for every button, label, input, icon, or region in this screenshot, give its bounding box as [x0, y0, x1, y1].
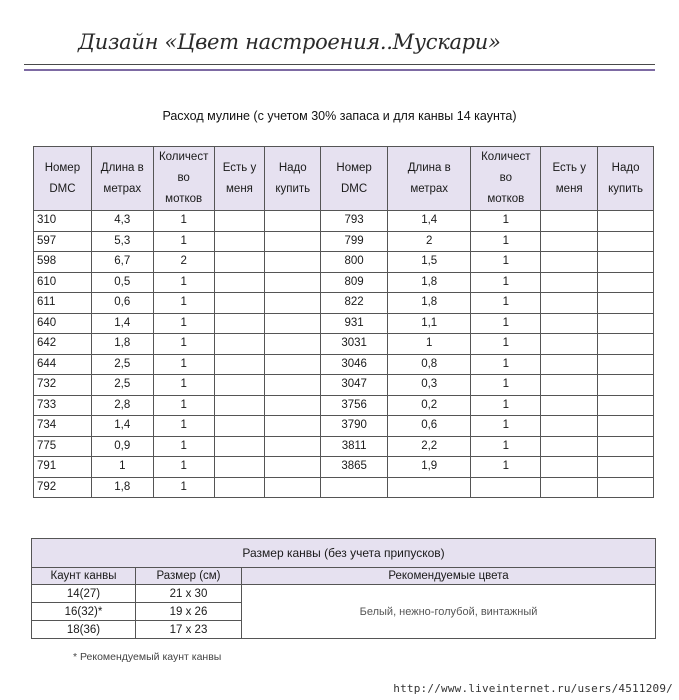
floss-cell — [541, 293, 598, 314]
floss-cell — [598, 395, 654, 416]
floss-cell: 3047 — [321, 375, 388, 396]
floss-row — [34, 231, 654, 252]
floss-cell — [598, 477, 654, 498]
floss-column-header-line: метрах — [103, 182, 142, 195]
floss-row — [34, 272, 654, 293]
floss-column-header-line: Номер — [44, 161, 81, 174]
floss-cell: 1,5 — [388, 252, 471, 273]
floss-cell — [541, 211, 598, 232]
floss-column-header-line: Длина в — [100, 161, 144, 174]
floss-cell: 1,8 — [388, 272, 471, 293]
floss-cell — [214, 231, 265, 252]
floss-cell — [598, 211, 654, 232]
floss-cell — [214, 334, 265, 355]
floss-cell: 3790 — [321, 416, 388, 437]
floss-cell: 775 — [34, 436, 92, 457]
floss-cell — [471, 477, 541, 498]
floss-cell — [541, 252, 598, 273]
floss-cell: 822 — [321, 293, 388, 314]
floss-cell — [265, 354, 321, 375]
source-url[interactable]: http://www.liveinternet.ru/users/4511209/ — [393, 682, 673, 695]
floss-column-header-line: купить — [608, 182, 643, 195]
floss-cell: 732 — [34, 375, 92, 396]
floss-cell: 0,2 — [388, 395, 471, 416]
floss-cell: 1 — [471, 231, 541, 252]
floss-column-header-line: Надо — [611, 161, 640, 174]
floss-column-header-line: DMC — [341, 182, 368, 195]
floss-cell — [265, 375, 321, 396]
floss-column-header — [265, 147, 321, 211]
floss-cell: 1 — [153, 272, 214, 293]
floss-cell: 0,5 — [91, 272, 153, 293]
floss-cell: 1,4 — [91, 313, 153, 334]
floss-cell: 1 — [153, 354, 214, 375]
canvas-count: 18(36) — [32, 621, 136, 639]
floss-column-header-line: Номер — [336, 161, 372, 174]
floss-cell — [214, 313, 265, 334]
floss-cell: 2,2 — [388, 436, 471, 457]
floss-cell: 2,5 — [91, 354, 153, 375]
floss-cell — [541, 457, 598, 478]
floss-column-header — [541, 147, 598, 211]
floss-cell: 734 — [34, 416, 92, 437]
floss-cell: 3031 — [321, 334, 388, 355]
floss-column-header-line: DMC — [49, 182, 76, 195]
floss-cell: 642 — [34, 334, 92, 355]
floss-cell — [214, 436, 265, 457]
floss-cell — [265, 293, 321, 314]
canvas-size-header: Размер (см) — [136, 568, 242, 585]
canvas-table-caption: Размер канвы (без учета припусков) — [32, 539, 656, 568]
floss-row — [34, 252, 654, 273]
floss-cell: 1 — [153, 436, 214, 457]
floss-row — [34, 436, 654, 457]
floss-cell: 1 — [91, 457, 153, 478]
table-title: Расход мулине (с учетом 30% запаса и для канвы 14 каунта) — [162, 109, 517, 123]
floss-column-header-line: меня — [555, 182, 583, 195]
floss-cell: 1,8 — [91, 334, 153, 355]
floss-cell — [598, 272, 654, 293]
header-accent-divider — [24, 69, 655, 71]
floss-column-header — [598, 147, 654, 211]
floss-cell: 1 — [471, 354, 541, 375]
floss-cell: 3865 — [321, 457, 388, 478]
floss-cell: 1 — [471, 436, 541, 457]
floss-row — [34, 375, 654, 396]
floss-table — [33, 146, 654, 498]
floss-row — [34, 211, 654, 232]
floss-cell — [598, 231, 654, 252]
floss-cell — [265, 313, 321, 334]
floss-cell: 3811 — [321, 436, 388, 457]
floss-column-header-line: Надо — [278, 161, 307, 174]
floss-cell: 1 — [471, 211, 541, 232]
floss-cell — [598, 375, 654, 396]
floss-cell: 1 — [471, 272, 541, 293]
floss-column-header — [214, 147, 265, 211]
floss-cell: 611 — [34, 293, 92, 314]
floss-column-header — [388, 147, 471, 211]
floss-cell — [598, 354, 654, 375]
floss-cell: 2,8 — [91, 395, 153, 416]
footnote: * Рекомендуемый каунт канвы — [73, 651, 222, 663]
floss-cell: 0,9 — [91, 436, 153, 457]
floss-table-header — [34, 147, 654, 211]
floss-cell — [598, 313, 654, 334]
floss-cell — [598, 334, 654, 355]
floss-column-header — [153, 147, 214, 211]
floss-cell: 6,7 — [91, 252, 153, 273]
floss-column-header — [471, 147, 541, 211]
floss-cell — [541, 334, 598, 355]
floss-cell: 1 — [471, 313, 541, 334]
canvas-count: 14(27) — [32, 585, 136, 603]
floss-cell — [214, 293, 265, 314]
floss-column-header-line: Длина в — [407, 161, 451, 174]
floss-row — [34, 293, 654, 314]
floss-cell — [541, 272, 598, 293]
floss-cell: 792 — [34, 477, 92, 498]
floss-row — [34, 334, 654, 355]
floss-cell — [214, 477, 265, 498]
floss-cell: 1,4 — [388, 211, 471, 232]
floss-row — [34, 457, 654, 478]
floss-cell — [265, 272, 321, 293]
floss-cell: 809 — [321, 272, 388, 293]
floss-cell: 1 — [471, 375, 541, 396]
canvas-size: 21 х 30 — [136, 585, 242, 603]
floss-cell — [598, 457, 654, 478]
canvas-size: 19 х 26 — [136, 603, 242, 621]
floss-cell: 1 — [471, 293, 541, 314]
floss-cell: 1,1 — [388, 313, 471, 334]
floss-cell — [265, 477, 321, 498]
floss-cell: 3046 — [321, 354, 388, 375]
floss-cell: 4,3 — [91, 211, 153, 232]
header-divider — [24, 64, 655, 65]
floss-cell — [541, 313, 598, 334]
floss-cell — [265, 231, 321, 252]
floss-cell — [541, 477, 598, 498]
floss-column-header-line: меня — [226, 182, 253, 195]
floss-cell — [214, 457, 265, 478]
floss-cell — [265, 416, 321, 437]
floss-cell: 931 — [321, 313, 388, 334]
floss-cell: 1,8 — [91, 477, 153, 498]
floss-cell: 0,6 — [91, 293, 153, 314]
canvas-row — [32, 585, 656, 603]
floss-cell — [265, 211, 321, 232]
floss-cell: 1,4 — [91, 416, 153, 437]
floss-cell — [388, 477, 471, 498]
floss-column-header-line: Количест — [158, 151, 209, 163]
floss-cell: 1 — [153, 375, 214, 396]
floss-cell: 793 — [321, 211, 388, 232]
floss-cell: 3756 — [321, 395, 388, 416]
floss-column-header-line: купить — [275, 182, 311, 195]
floss-cell: 1,9 — [388, 457, 471, 478]
floss-cell — [214, 416, 265, 437]
canvas-size-section — [31, 538, 655, 639]
floss-cell — [541, 416, 598, 437]
floss-column-header-line: во — [499, 172, 512, 184]
floss-cell: 1 — [153, 416, 214, 437]
floss-cell: 1 — [471, 252, 541, 273]
floss-cell: 1 — [471, 416, 541, 437]
floss-cell — [598, 436, 654, 457]
floss-cell: 1 — [153, 313, 214, 334]
floss-cell: 1 — [153, 334, 214, 355]
floss-cell — [214, 211, 265, 232]
floss-cell — [265, 334, 321, 355]
floss-cell — [265, 252, 321, 273]
floss-cell: 1,8 — [388, 293, 471, 314]
floss-cell: 0,6 — [388, 416, 471, 437]
floss-cell: 310 — [34, 211, 92, 232]
canvas-colors-header: Рекомендуемые цвета — [242, 568, 656, 585]
floss-cell: 1 — [471, 334, 541, 355]
floss-column-header-line: во — [177, 172, 190, 184]
floss-cell: 610 — [34, 272, 92, 293]
floss-cell — [214, 375, 265, 396]
floss-cell: 0,8 — [388, 354, 471, 375]
canvas-count-header: Каунт канвы — [32, 568, 136, 585]
floss-cell: 1 — [471, 395, 541, 416]
floss-cell: 1 — [153, 395, 214, 416]
floss-row — [34, 354, 654, 375]
floss-cell: 733 — [34, 395, 92, 416]
floss-cell: 644 — [34, 354, 92, 375]
floss-cell: 1 — [153, 477, 214, 498]
canvas-count: 16(32)* — [32, 603, 136, 621]
floss-cell: 0,3 — [388, 375, 471, 396]
floss-cell: 1 — [388, 334, 471, 355]
floss-cell — [265, 457, 321, 478]
floss-column-header-line: мотков — [165, 193, 203, 205]
floss-cell: 597 — [34, 231, 92, 252]
design-title: Дизайн «Цвет настроения..Мускари» — [78, 30, 501, 54]
floss-cell: 799 — [321, 231, 388, 252]
recommended-colors: Белый, нежно-голубой, винтажный — [242, 585, 656, 639]
floss-cell: 2 — [388, 231, 471, 252]
floss-cell — [541, 375, 598, 396]
floss-cell: 791 — [34, 457, 92, 478]
floss-cell: 1 — [153, 457, 214, 478]
floss-cell: 640 — [34, 313, 92, 334]
floss-row — [34, 477, 654, 498]
floss-row — [34, 416, 654, 437]
floss-cell: 1 — [153, 231, 214, 252]
floss-column-header — [91, 147, 153, 211]
floss-cell — [214, 354, 265, 375]
floss-cell — [214, 395, 265, 416]
floss-cell — [541, 395, 598, 416]
floss-column-header — [34, 147, 92, 211]
floss-cell: 2 — [153, 252, 214, 273]
floss-cell — [265, 436, 321, 457]
floss-cell — [598, 416, 654, 437]
floss-cell: 1 — [153, 211, 214, 232]
floss-cell: 1 — [153, 293, 214, 314]
canvas-size: 17 х 23 — [136, 621, 242, 639]
floss-cell: 1 — [471, 457, 541, 478]
floss-cell — [265, 395, 321, 416]
floss-cell: 800 — [321, 252, 388, 273]
floss-cell — [598, 293, 654, 314]
floss-column-header-line: мотков — [487, 193, 525, 205]
floss-cell — [541, 436, 598, 457]
floss-row — [34, 395, 654, 416]
floss-cell: 2,5 — [91, 375, 153, 396]
floss-column-header-line: Количест — [481, 151, 531, 163]
floss-cell — [321, 477, 388, 498]
floss-column-header — [321, 147, 388, 211]
floss-cell — [541, 231, 598, 252]
floss-cell — [214, 252, 265, 273]
floss-cell: 598 — [34, 252, 92, 273]
floss-column-header-line: Есть у — [552, 161, 586, 174]
canvas-size-table — [31, 538, 656, 639]
floss-column-header-line: Есть у — [222, 161, 257, 174]
floss-column-header-line: метрах — [410, 182, 449, 195]
floss-row — [34, 313, 654, 334]
floss-cell — [598, 252, 654, 273]
floss-cell — [541, 354, 598, 375]
floss-cell: 5,3 — [91, 231, 153, 252]
floss-cell — [214, 272, 265, 293]
